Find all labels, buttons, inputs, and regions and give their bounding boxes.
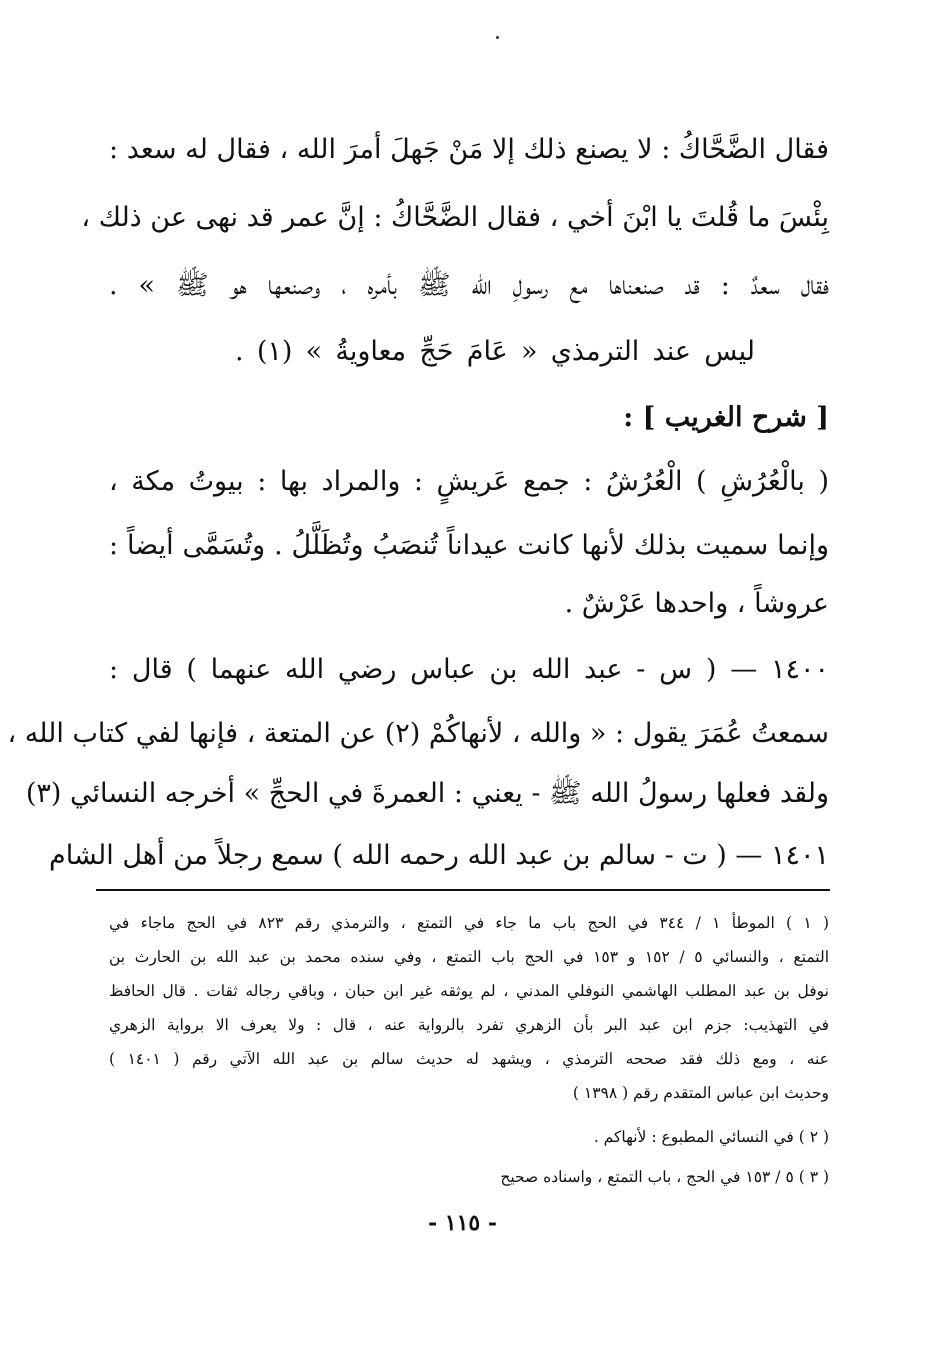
hadith-heading-1401: ١٤٠١ — ( ت - سالم بن عبد الله رحمه الله ) سمع رجلاً من أهل الشام bbox=[49, 840, 829, 871]
footnote-line: وحديث ابن عباس المتقدم رقم ( ١٣٩٨ ) bbox=[572, 1084, 829, 1102]
section-heading: [ شرح الغريب ] : bbox=[623, 402, 829, 433]
hadith-heading-1400: ١٤٠٠ — ( س - عبد الله بن عباس رضي الله عنهما ) قال : bbox=[109, 654, 829, 685]
body-line: ( بالْعُرُشِ ) الْعُرُشُ : جمع عَريشٍ : والمراد بها : بيوتُ مكة ، bbox=[109, 466, 829, 497]
body-line: وإنما سميت بذلك لأنها كانت عيداناً تُنصَبُ وتُظَلَّلُ . وتُسَمَّى أيضاً : bbox=[109, 530, 829, 561]
body-line: سمعتُ عُمَرَ يقول : « والله ، لأنهاكُمْ (٢) عن المتعة ، فإنها لفي كتاب الله ، bbox=[7, 718, 829, 749]
footnote-line: ( ٢ ) في النسائي المطبوع : لأنهاكم . bbox=[593, 1128, 829, 1146]
body-line: ولقد فعلها رسولُ الله ﷺ - يعني : العمرةَ في الحجِّ » أخرجه النسائي (٣) bbox=[25, 778, 829, 809]
footnote-divider bbox=[96, 889, 830, 891]
body-line: ليس عند الترمذي « عَامَ حَجِّ معاويةُ » (١) . bbox=[235, 336, 755, 367]
body-line: فقال سعدٌ : قد صنعناها مع رسولِ الله ﷺ بأمره ، وصنعها هو ﷺ » . bbox=[109, 270, 829, 301]
footnote-line: في التهذيب: جزم ابن عبد البر بأن الزهري تفرد بالرواية عنه ، قال : ولا يعرف الا برواية الزهري bbox=[109, 1016, 829, 1034]
page-number: - ١١٥ - bbox=[427, 1210, 498, 1236]
footnote-line: عنه ، ومع ذلك فقد صححه الترمذي ، ويشهد له حديث سالم بن عبد الله الآتي رقم ( ١٤٠١ ) bbox=[109, 1050, 829, 1068]
decorative-dot bbox=[496, 36, 499, 39]
body-line: فقال الضَّحَّاكُ : لا يصنع ذلك إلا مَنْ جَهلَ أمرَ الله ، فقال له سعد : bbox=[109, 134, 829, 165]
footnote-line: ( ٣ ) ٥ / ١٥٣ في الحج ، باب التمتع ، واسناده صحيح bbox=[500, 1168, 829, 1186]
body-line: عروشاً ، واحدها عَرْشٌ . bbox=[564, 588, 829, 619]
footnote-line: نوفل بن عبد المطلب الهاشمي النوفلي المدني ، لم يوثقه غير ابن حبان ، وباقي رجاله ثقات . قال الحافظ bbox=[109, 982, 829, 1000]
footnote-line: التمتع ، والنسائي ٥ / ١٥٢ و ١٥٣ في الحج باب التمتع ، وفي سنده محمد بن عبد الله بن الحارث بن bbox=[109, 948, 830, 966]
body-line: بِئْسَ ما قُلتَ يا ابْنَ أخي ، فقال الضَّحَّاكُ : إنَّ عمر قد نهى عن ذلك ، bbox=[81, 202, 829, 233]
footnote-line: ( ١ ) الموطأ ١ / ٣٤٤ في الحج باب ما جاء في التمتع ، والترمذي رقم ٨٢٣ في الحج ماجاء في bbox=[109, 914, 830, 932]
